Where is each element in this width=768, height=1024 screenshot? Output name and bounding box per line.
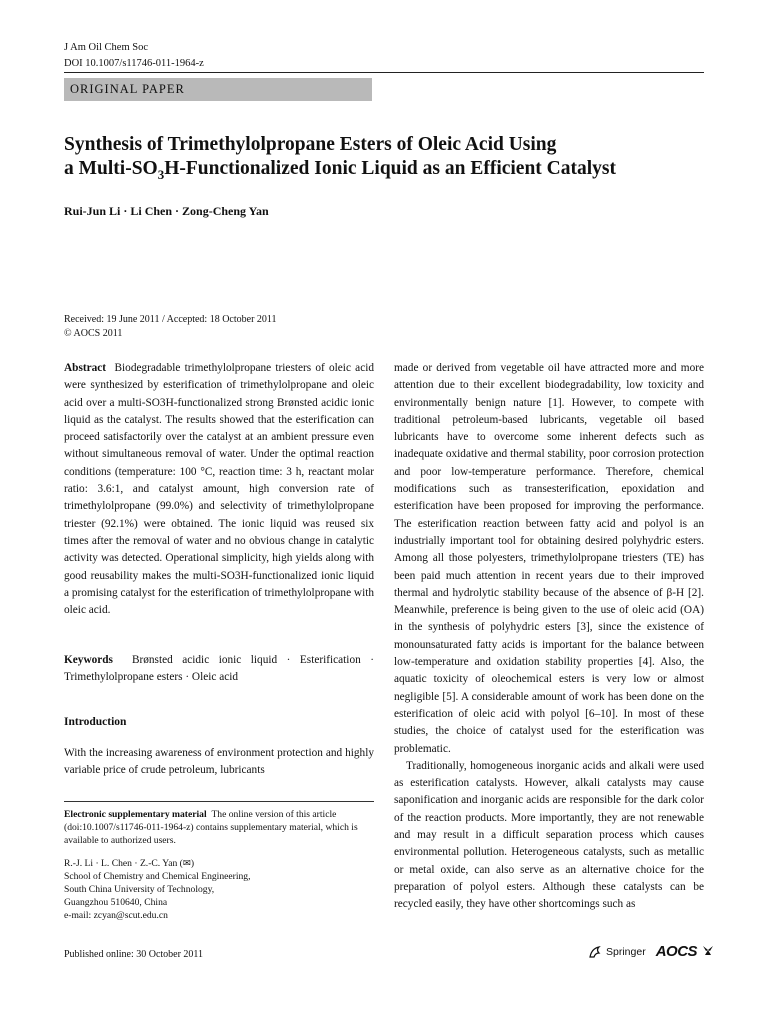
springer-logo bbox=[588, 945, 646, 959]
article-type-banner: ORIGINAL PAPER bbox=[64, 78, 372, 101]
springer-label: Springer bbox=[606, 945, 646, 958]
springer-horse-icon bbox=[588, 945, 602, 959]
received-info bbox=[64, 313, 277, 341]
supplementary-heading: Electronic supplementary material bbox=[64, 809, 207, 820]
paragraph: made or derived from vegetable oil have attracted more and more attention due to their excellent biodegradability, low toxicity and environmentally benign nature [1]. However, to compete with traditional petroleum-based lubricants, vegetable oil based lubricants have to overcome some inherent defects such as inadequate oxidative and thermal stability, poor corrosion protection and poor low-temperature performance. Therefore, chemical modifications such as transesterification, epoxidation and esterification have been proposed for improving the performance. The esterification reaction between fatty acid and polyol is an industrially important tool for obtaining desired polyhydric esters. Among all those polyesters, trimethylolpropane triesters (TE) has been paid much attention in recent years due to their improved thermal and hydrolytic stability because of the absence of β-H [2]. Meanwhile, preference is being given to the use of oleic acid (OA) in the synthesis of polyhydric esters [3], since the existence of monounsaturated fatty acids is important for the balance between low-temperature and oxidation stability properties [4]. Also, the aquatic toxicity of oleochemical esters is very low or almost negligible [5]. A considerable amount of work has been done on the esterification of oleic acid with polyol [6–10]. In most of these studies, the choice of catalyst used for the esterification was problematic. bbox=[394, 362, 704, 755]
title-line-1: Synthesis of Trimethylolpropane Esters of Oleic Acid Using bbox=[64, 134, 557, 155]
keywords bbox=[64, 652, 374, 687]
email: e-mail: zcyan@scut.edu.cn bbox=[64, 910, 168, 921]
abstract-text: Biodegradable trimethylolpropane triesters of oleic acid were synthesized by esterification of trimethylolpropane and oleic acid over a multi-SO3H-functionalized strong Brønsted acidic ionic liquid as the catalyst. The results showed that the esterification can proceed satisfactorily over the catalyst at an ambient pressure even without simultaneous removal of water. Under the optimal reaction conditions (temperature: 100 °C, reaction time: 3 h, reactant molar ratio: 3.6:1, and catalyst amount, high conversion rate of trimethylolpropane (99.0%) and selectivity of trimethylolpropane triester (92.1%) were obtained. The ionic liquid was reused six times after the removal of water and no obvious change in catalytic activity was detected. Operational simplicity, high yields along with good reusability makes the multi-SO3H-functionalized ionic liquid a promising catalyst for the esterification of trimethylolpropane with oleic acid. bbox=[64, 362, 374, 617]
published-online: Published online: 30 October 2011 bbox=[64, 949, 204, 960]
author-affiliation bbox=[64, 857, 374, 922]
journal-header bbox=[64, 40, 204, 72]
affiliation-line: School of Chemistry and Chemical Engineering, bbox=[64, 871, 251, 882]
introduction-heading: Introduction bbox=[64, 716, 127, 728]
title-part: H-Functionalized Ionic Liquid as an Efficient Catalyst bbox=[164, 158, 617, 179]
affiliation-line: Guangzhou 510640, China bbox=[64, 897, 168, 908]
journal-name: J Am Oil Chem Soc bbox=[64, 42, 149, 53]
introduction-text: With the increasing awareness of environment protection and highly variable price of crude petroleum, lubricants bbox=[64, 747, 374, 777]
keywords-text: Brønsted acidic ionic liquid · Esterification · Trimethylolpropane esters · Oleic acid bbox=[64, 654, 375, 684]
doi: DOI 10.1007/s11746-011-1964-z bbox=[64, 58, 204, 69]
authors: Rui-Jun Li · Li Chen · Zong-Cheng Yan bbox=[64, 204, 269, 218]
abstract-heading: Abstract bbox=[64, 362, 107, 374]
title-line-2 bbox=[64, 157, 704, 187]
paragraph: Traditionally, homogeneous inorganic acids and alkali were used as esterification catalysts. However, alkali catalysts may cause saponification and inorganic acids are responsible for the dark color of the reaction products. More importantly, they are not renewable and may result in a difficult separation process which causes environmental pollution. Heterogeneous catalysts, such as metallic or metal oxide, can also serve as an alternative choice for the preparation of polyol esters. Although these catalysts can be recycled easily, they have other shortcomings such as bbox=[394, 759, 704, 911]
right-column bbox=[394, 360, 704, 914]
received-dates: Received: 19 June 2011 / Accepted: 18 October 2011 bbox=[64, 314, 277, 325]
copyright: © AOCS 2011 bbox=[64, 328, 123, 339]
publisher-logos bbox=[588, 943, 715, 960]
paper-title bbox=[64, 133, 704, 187]
keywords-heading: Keywords bbox=[64, 654, 113, 666]
aocs-leaf-icon bbox=[701, 944, 715, 956]
supplementary-note bbox=[64, 808, 374, 847]
footnote-rule bbox=[64, 801, 374, 802]
header-rule bbox=[64, 72, 704, 73]
affiliation-line: South China University of Technology, bbox=[64, 884, 215, 895]
corresponding-authors: R.-J. Li · L. Chen · Z.-C. Yan (✉) bbox=[64, 858, 195, 869]
supplementary-text: The online version of this article (doi:10.1007/s11746-011-1964-z) contains supplementary material, which is available to authorized users. bbox=[64, 809, 358, 846]
title-part: a Multi-SO bbox=[64, 158, 158, 179]
aocs-label: AOCS bbox=[655, 943, 698, 960]
abstract bbox=[64, 360, 374, 619]
title-subscript: 3 bbox=[157, 166, 165, 182]
aocs-logo bbox=[656, 943, 715, 960]
